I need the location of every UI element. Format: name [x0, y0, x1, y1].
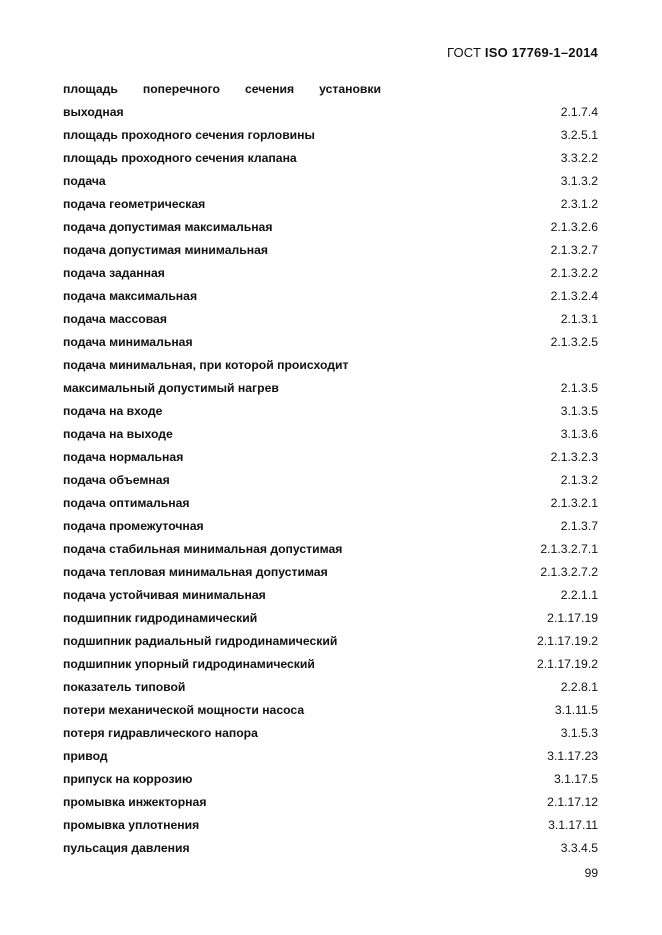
index-term: промывка уплотнения [63, 818, 200, 832]
index-term: подача геометрическая [63, 197, 206, 211]
index-term: максимальный допустимый нагрев [63, 381, 279, 395]
index-reference: 3.1.3.2 [560, 174, 598, 188]
index-reference: 2.1.3.2.1 [550, 496, 598, 510]
index-row [63, 814, 598, 837]
index-row [63, 331, 598, 354]
index-row [63, 193, 598, 216]
index-reference: 2.1.3.2.7.2 [540, 565, 598, 579]
standard-number: ISO 17769-1–2014 [484, 45, 598, 60]
index-term: подача массовая [63, 312, 167, 326]
index-term: подшипник гидродинамический [63, 611, 258, 625]
index-row [63, 216, 598, 239]
index-row [63, 676, 598, 699]
index-term: подача оптимальная [63, 496, 190, 510]
index-row [63, 308, 598, 331]
index-term: подача промежуточная [63, 519, 204, 533]
index-reference: 3.3.4.5 [560, 841, 598, 855]
index-term: выходная [63, 105, 124, 119]
index-reference: 3.1.11.5 [554, 703, 598, 717]
index-reference: 2.1.17.19.2 [537, 657, 598, 671]
index-row [63, 791, 598, 814]
index-reference: 3.1.17.11 [548, 818, 598, 832]
index-reference: 2.1.17.19.2 [537, 634, 598, 648]
index-row [63, 124, 598, 147]
index-reference: 2.2.1.1 [560, 588, 598, 602]
index-term: припуск на коррозию [63, 772, 193, 786]
index-row [63, 561, 598, 584]
index-reference: 2.1.3.1 [560, 312, 598, 326]
index-term: потери механической мощности насоса [63, 703, 305, 717]
index-term: подшипник упорный гидродинамический [63, 657, 315, 671]
index-reference: 2.2.8.1 [560, 680, 598, 694]
index-reference: 2.1.3.2.6 [550, 220, 598, 234]
index-term: подача нормальная [63, 450, 184, 464]
index-reference: 2.1.3.5 [560, 381, 598, 395]
index-term: привод [63, 749, 108, 763]
index-term: подача максимальная [63, 289, 198, 303]
index-term: промывка инжекторная [63, 795, 207, 809]
index-row [63, 584, 598, 607]
index-term: подача на выходе [63, 427, 173, 441]
index-row [63, 515, 598, 538]
index-reference: 2.3.1.2 [560, 197, 598, 211]
index-term: показатель типовой [63, 680, 186, 694]
index-term [63, 78, 381, 101]
document-header [447, 45, 598, 60]
index-reference: 2.1.3.2.2 [550, 266, 598, 280]
index-reference: 3.1.3.6 [560, 427, 598, 441]
index-row [63, 630, 598, 653]
index-row [63, 699, 598, 722]
index-reference: 2.1.3.2.7.1 [540, 542, 598, 556]
index-row [63, 101, 598, 124]
index-term: подача допустимая минимальная [63, 243, 268, 257]
index-reference: 3.1.3.5 [560, 404, 598, 418]
index-term: подача объемная [63, 473, 170, 487]
index-reference: 2.1.7.4 [560, 105, 598, 119]
index-row [63, 492, 598, 515]
index-row [63, 423, 598, 446]
index-row [63, 768, 598, 791]
index-row [63, 837, 598, 860]
index-row [63, 607, 598, 630]
index-reference: 3.3.2.2 [560, 151, 598, 165]
index-reference: 2.1.3.2.4 [550, 289, 598, 303]
index-reference: 2.1.3.2 [560, 473, 598, 487]
index-reference: 2.1.17.19 [547, 611, 598, 625]
index-row [63, 170, 598, 193]
index-row [63, 377, 598, 400]
index-term: площадь проходного сечения клапана [63, 151, 297, 165]
index-row [63, 354, 598, 377]
index-row [63, 469, 598, 492]
index-term: потеря гидравлического напора [63, 726, 258, 740]
index-row [63, 239, 598, 262]
index-row [63, 78, 598, 101]
index-reference: 3.1.17.23 [547, 749, 598, 763]
index-row [63, 262, 598, 285]
index-term: подача минимальная, при которой происходит [63, 358, 349, 372]
index-row [63, 446, 598, 469]
index-term: подача тепловая минимальная допустимая [63, 565, 328, 579]
index-reference: 2.1.3.2.5 [550, 335, 598, 349]
index-term-word: установки [319, 82, 381, 96]
index-reference: 2.1.3.2.3 [550, 450, 598, 464]
index-term-word: поперечного [142, 82, 220, 96]
index-reference: 3.2.5.1 [560, 128, 598, 142]
index-term: подача на входе [63, 404, 163, 418]
index-term: подшипник радиальный гидродинамический [63, 634, 338, 648]
index-term: подача допустимая максимальная [63, 220, 273, 234]
index-reference: 2.1.3.2.7 [550, 243, 598, 257]
index-row [63, 400, 598, 423]
index-row [63, 147, 598, 170]
index-term: площадь проходного сечения горловины [63, 128, 315, 142]
index-term: подача заданная [63, 266, 165, 280]
index-row [63, 745, 598, 768]
term-index-list [63, 78, 598, 860]
index-row [63, 285, 598, 308]
index-term-word: площадь [63, 82, 118, 96]
index-row [63, 653, 598, 676]
index-row [63, 538, 598, 561]
index-term: подача устойчивая минимальная [63, 588, 266, 602]
index-reference: 3.1.17.5 [553, 772, 598, 786]
index-term: подача [63, 174, 106, 188]
index-term: подача стабильная минимальная допустимая [63, 542, 343, 556]
index-reference: 2.1.3.7 [560, 519, 598, 533]
page-number: 99 [584, 866, 598, 880]
index-term: пульсация давления [63, 841, 190, 855]
standard-prefix: ГОСТ [446, 45, 485, 60]
index-reference: 3.1.5.3 [560, 726, 598, 740]
index-term: подача минимальная [63, 335, 193, 349]
index-term-word: сечения [245, 82, 295, 96]
index-row [63, 722, 598, 745]
index-reference: 2.1.17.12 [547, 795, 598, 809]
